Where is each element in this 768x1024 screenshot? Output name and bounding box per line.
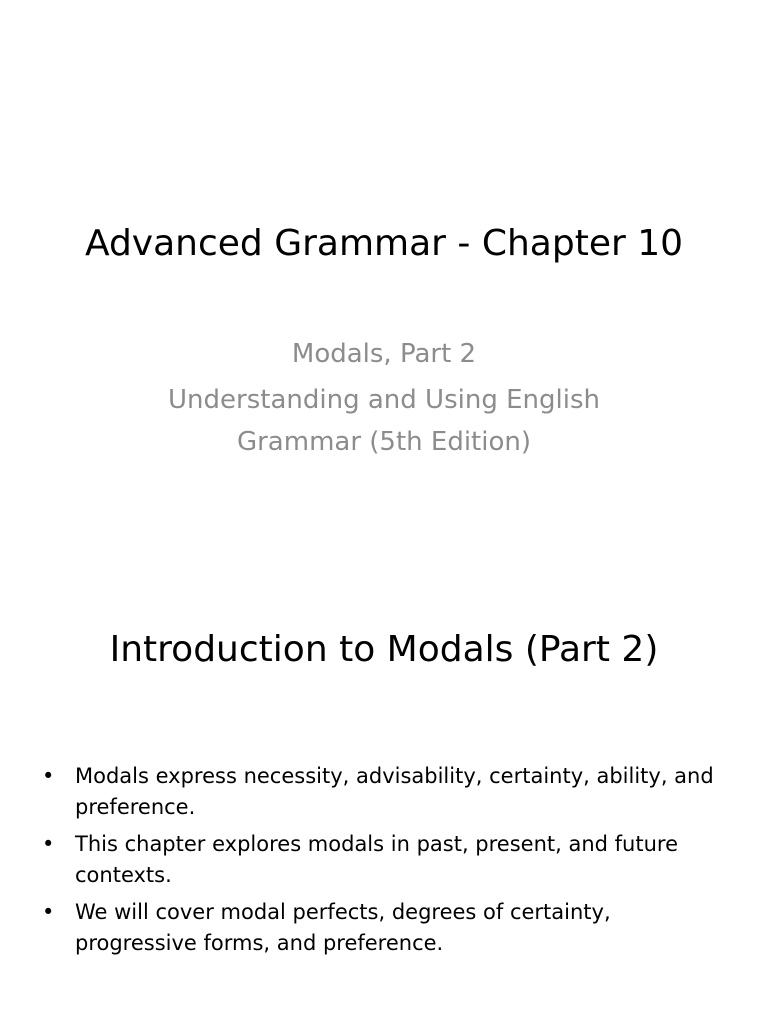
bullet-text: We will cover modal perfects, degrees of certainty, progressive forms, and preference. xyxy=(75,900,611,955)
bullet-text: Modals express necessity, advisability, certainty, ability, and preference. xyxy=(75,764,714,819)
subtitle-line: Understanding and Using English Grammar (5th Edition) xyxy=(168,385,600,457)
subtitle-line: Modals, Part 2 xyxy=(291,339,477,369)
bullet-icon: • xyxy=(42,832,55,856)
bullet-text: This chapter explores modals in past, present, and future contexts. xyxy=(75,832,679,887)
list-item xyxy=(40,761,720,823)
slide-title: Introduction to Modals (Part 2) xyxy=(109,629,659,670)
bullet-icon: • xyxy=(42,900,55,924)
slide-title: Advanced Grammar - Chapter 10 xyxy=(84,223,684,264)
list-item xyxy=(40,829,720,891)
list-item xyxy=(40,897,720,959)
subtitle-block xyxy=(0,333,768,463)
bullet-list xyxy=(40,761,720,965)
bullet-icon: • xyxy=(42,764,55,788)
